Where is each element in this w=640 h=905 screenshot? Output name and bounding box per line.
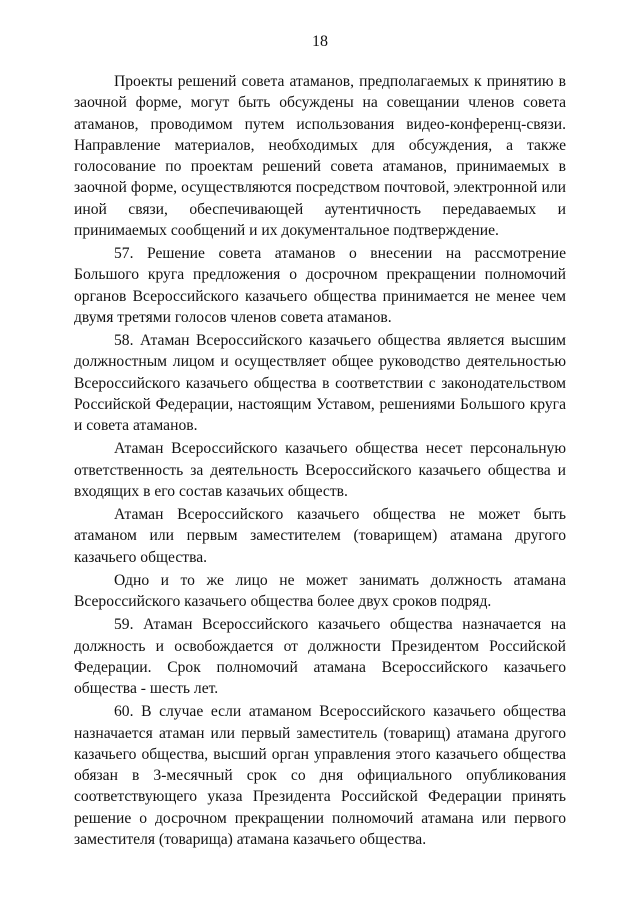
paragraph-58: 58. Атаман Всероссийского казачьего общества является высшим должностным лицом и осуществляет общее руководство деятельностью Всероссийского казачьего общества в соответствии с законодательством Российской Федерации, настоящим Уставом, решениями Большого круга и совета атаманов. bbox=[74, 332, 566, 434]
paragraph-draft-decisions: Проекты решений совета атаманов, предполагаемых к принятию в заочной форме, могут быть обсуждены на совещании членов совета атаманов, проводимом путем использования видео-конференц-связи. Направление материалов, необходимых для обсуждения, а также голосование по проектам решений совета атаманов, принимаемых в заочной форме, осуществляются посредством почтовой, электронной или иной связи, обеспечивающей аутентичность передаваемых и принимаемых сообщений и их документальное подтверждение. bbox=[74, 73, 566, 239]
paragraph-57: 57. Решение совета атаманов о внесении на рассмотрение Большого круга предложения о досрочном прекращении полномочий органов Всероссийского казачьего общества принимается не менее чем двумя третями голосов членов совета атаманов. bbox=[74, 245, 566, 326]
paragraph-term-limit: Одно и то же лицо не может занимать должность атамана Всероссийского казачьего общества более двух сроков подряд. bbox=[74, 571, 566, 610]
paragraph-60: 60. В случае если атаманом Всероссийского казачьего общества назначается атаман или первый заместитель (товарищ) атамана другого казачьего общества, высший орган управления этого казачьего общества обязан в 3-месячный срок со дня официального опубликования соответствующего указа Президента Российской Федерации принять решение о досрочном прекращении полномочий атамана или первого заместителя (товарища) атамана казачьего общества. bbox=[74, 703, 566, 848]
paragraph-59: 59. Атаман Всероссийского казачьего общества назначается на должность и освобождается от должности Президентом Российской Федерации. Срок полномочий атамана Всероссийского казачьего общества - шесть лет. bbox=[74, 616, 566, 697]
paragraph-ataman-restriction: Атаман Всероссийского казачьего общества не может быть атаманом или первым заместителем (товарищем) атамана другого казачьего общества. bbox=[74, 506, 566, 566]
page-number: 18 bbox=[312, 33, 328, 50]
paragraph-ataman-responsibility: Атаман Всероссийского казачьего общества несет персональную ответственность за деятельность Всероссийского казачьего общества и входящих в его состав казачьих обществ. bbox=[74, 440, 566, 500]
document-body bbox=[74, 71, 566, 852]
